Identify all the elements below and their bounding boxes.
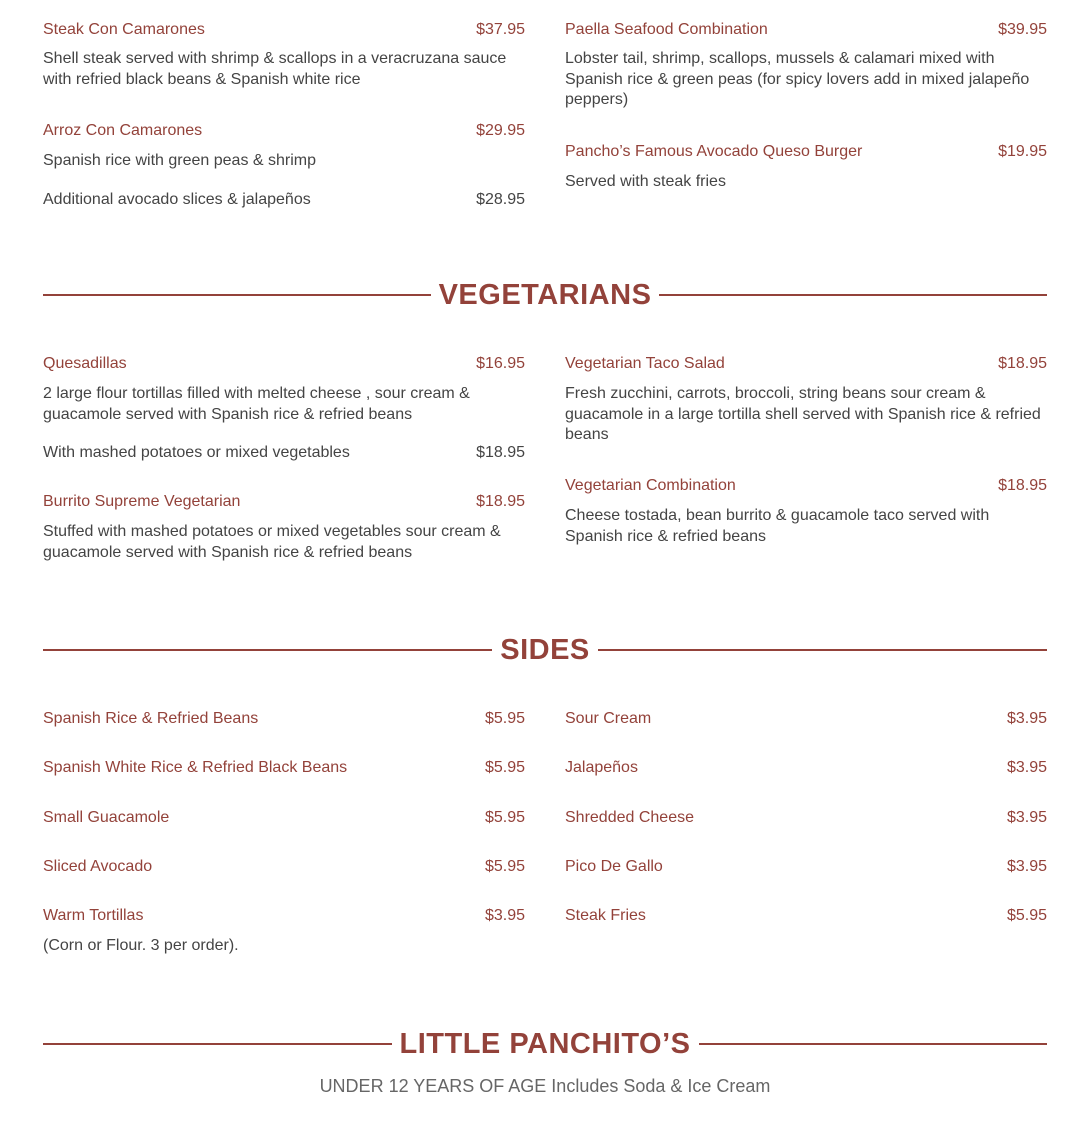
item-description: Stuffed with mashed potatoes or mixed vegetables sour cream & guacamole served with Spanish rice & refried beans [43,523,501,561]
side-item [43,709,525,728]
section-title: LITTLE PANCHITO’S [399,1028,691,1060]
section-title: VEGETARIANS [438,279,652,311]
side-item [43,906,525,925]
item-price: $3.95 [1006,809,1047,826]
item-name: Steak Con Camarones [43,21,205,38]
side-item [43,808,525,827]
addon-label: Additional avocado slices & jalapeños [43,191,311,208]
item-price: $16.95 [476,355,525,372]
divider-line [43,294,431,296]
item-price: $5.95 [484,858,525,875]
item-name: Sliced Avocado [43,858,153,875]
item-name: Vegetarian Combination [565,477,736,494]
menu-item-title [565,354,1047,373]
item-name: Spanish Rice & Refried Beans [43,710,259,727]
section-heading-sides [43,633,1047,667]
menu-item-title [565,476,1047,495]
item-name: Pico De Gallo [565,858,663,875]
section-title: SIDES [500,634,590,666]
addon-price: $28.95 [476,191,525,208]
menu-item-title [43,354,525,373]
item-description: Fresh zucchini, carrots, broccoli, string beans sour cream & guacamole in a large tortilla shell served with Spanish rice & refried beans [565,385,1041,443]
section-heading-vegetarians [43,278,1047,312]
kids-subtitle: UNDER 12 YEARS OF AGE Includes Soda & Ice Cream [319,1076,771,1096]
item-description: Shell steak served with shrimp & scallops in a veracruzana sauce with refried black beans & Spanish white rice [43,50,507,88]
menu-item-title [565,142,1047,161]
item-price: $5.95 [484,809,525,826]
item-name: Jalapeños [565,759,638,776]
divider-line [43,649,492,651]
item-price: $3.95 [1006,858,1047,875]
item-price: $5.95 [484,759,525,776]
item-description: Lobster tail, shrimp, scallops, mussels & calamari mixed with Spanish rice & green peas (for spicy lovers add in mixed jalapeño peppers) [565,50,1030,108]
item-name: Quesadillas [43,355,127,372]
item-price: $5.95 [1006,907,1047,924]
side-item [43,758,525,777]
menu-item-addon [43,443,525,462]
item-description: Served with steak fries [565,173,726,190]
item-price: $29.95 [476,122,525,139]
divider-line [699,1043,1048,1045]
item-price: $18.95 [998,477,1047,494]
item-price: $18.95 [476,493,525,510]
item-description: Spanish rice with green peas & shrimp [43,152,317,169]
divider-line [659,294,1047,296]
menu-item-title [43,20,525,39]
section-heading-kids [43,1027,1047,1061]
side-item [43,857,525,876]
item-name: Spanish White Rice & Refried Black Beans [43,759,348,776]
item-price: $5.95 [484,710,525,727]
addon-label: With mashed potatoes or mixed vegetables [43,444,350,461]
item-description: Cheese tostada, bean burrito & guacamole taco served with Spanish rice & refried beans [565,507,990,545]
item-name: Warm Tortillas [43,907,144,924]
side-item [565,709,1047,728]
item-description: (Corn or Flour. 3 per order). [43,937,239,954]
item-name: Paella Seafood Combination [565,21,768,38]
item-price: $19.95 [998,143,1047,160]
item-price: $37.95 [476,21,525,38]
menu-item-title [43,121,525,140]
item-price: $3.95 [1006,710,1047,727]
menu-item-title [43,492,525,511]
divider-line [43,1043,392,1045]
item-name: Vegetarian Taco Salad [565,355,725,372]
item-price: $18.95 [998,355,1047,372]
item-price: $39.95 [998,21,1047,38]
item-name: Steak Fries [565,907,646,924]
menu-item-title [565,20,1047,39]
item-description: 2 large flour tortillas filled with melted cheese , sour cream & guacamole served with Spanish rice & refried beans [43,385,470,423]
item-name: Shredded Cheese [565,809,694,826]
item-name: Sour Cream [565,710,652,727]
side-item [565,857,1047,876]
side-item [565,808,1047,827]
item-price: $3.95 [484,907,525,924]
item-name: Small Guacamole [43,809,170,826]
side-item [565,758,1047,777]
item-price: $3.95 [1006,759,1047,776]
side-item [565,906,1047,925]
item-name: Burrito Supreme Vegetarian [43,493,241,510]
divider-line [598,649,1047,651]
menu-item-addon [43,190,525,209]
item-name: Pancho’s Famous Avocado Queso Burger [565,143,863,160]
addon-price: $18.95 [476,444,525,461]
item-name: Arroz Con Camarones [43,122,203,139]
